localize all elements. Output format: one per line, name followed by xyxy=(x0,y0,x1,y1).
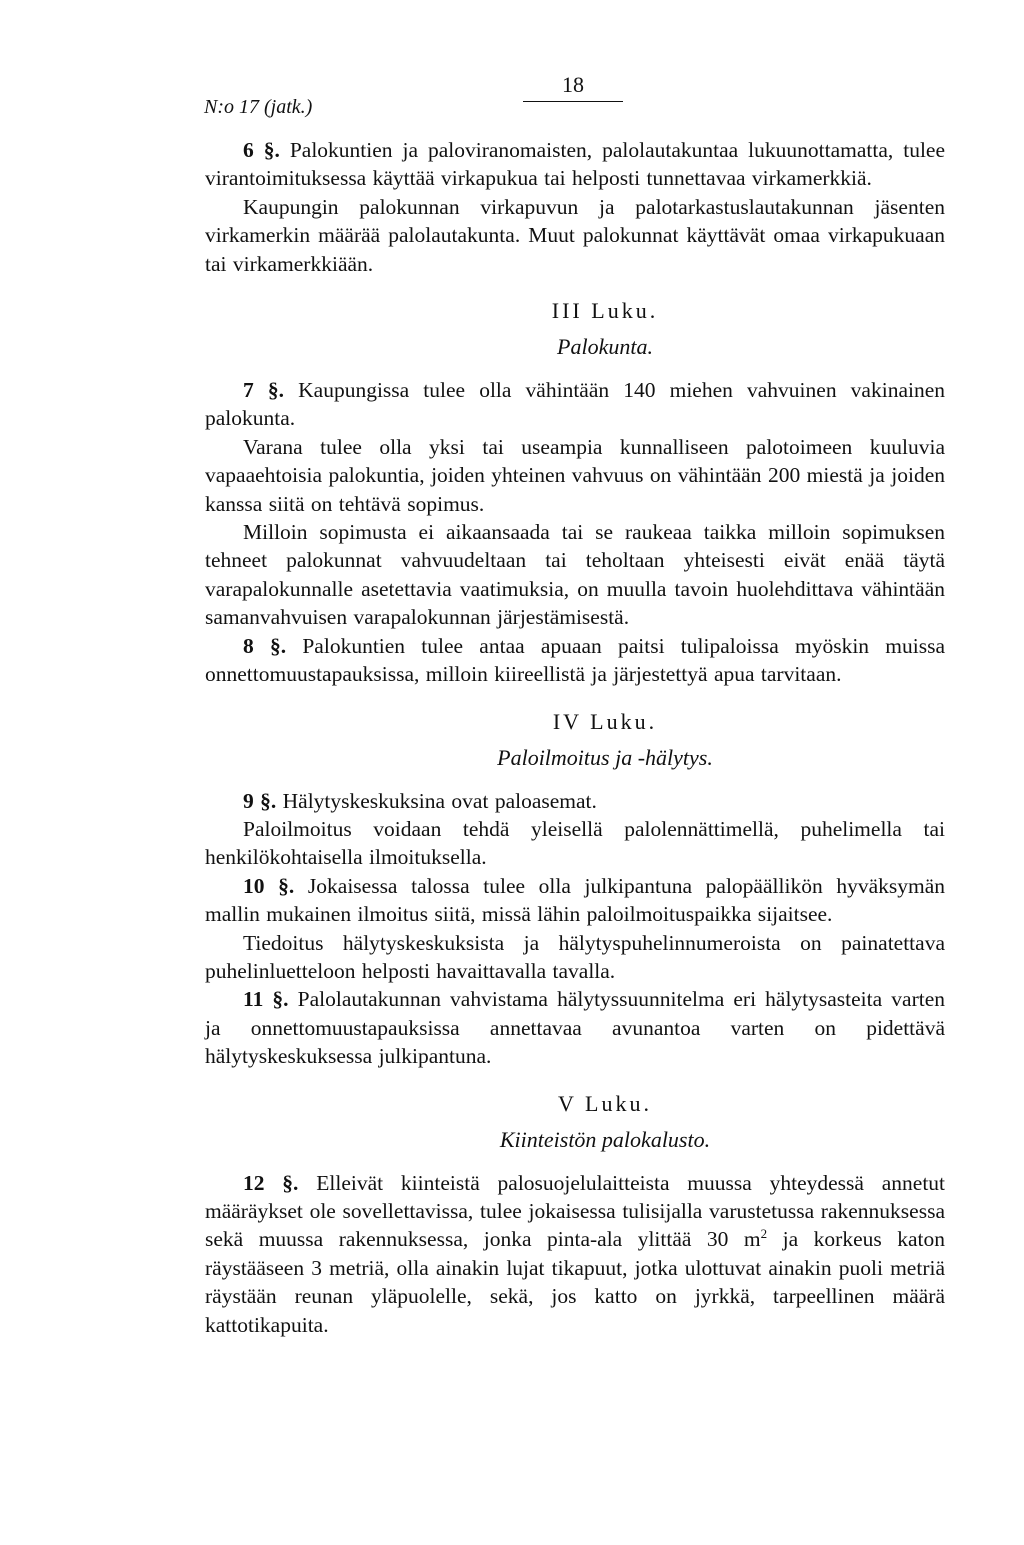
paragraph xyxy=(205,433,945,518)
section-number: 7 §. xyxy=(243,378,284,403)
paragraph xyxy=(205,787,945,815)
paragraph-text: Jokaisessa talossa tulee olla julkipantuna palopäällikön hyväksymän mallin mukainen ilmoitus siitä, missä lähin paloilmoituspaikka sijaitsee. xyxy=(205,873,945,927)
paragraph xyxy=(205,815,945,872)
chapter-subtitle: Kiinteistön palokalusto. xyxy=(499,1126,711,1152)
chapter-heading: IV Luku. xyxy=(552,708,658,734)
paragraph xyxy=(205,136,945,193)
paragraph xyxy=(205,518,945,632)
chapter-subtitle: Palokunta. xyxy=(557,334,653,360)
paragraph xyxy=(205,1169,945,1339)
section-number: 10 §. xyxy=(243,873,295,898)
paragraph xyxy=(205,632,945,689)
section-number: 9 §. xyxy=(243,788,277,813)
superscript: 2 xyxy=(760,1226,768,1242)
page-number-rule xyxy=(523,101,623,102)
paragraph-text: Elleivät kiinteistä palosuojelulaitteista muussa yhteydessä annetut määräykset ole sovellettavissa, tulee jokaisessa tulisijalla varustetussa rakennuksessa sekä muussa rakennuksessa, jonka pinta-ala ylittää 30 $m^2$ ja korkeus katon räystääseen 3 metriä, olla ainakin lujat tikapuut, jotka ulottuvat ainakin puoli metriä räystään reunan yläpuolelle, sekä, jos katto on jyrkkä, tarpeellinen määrä kattotikapuita. xyxy=(205,1170,946,1337)
paragraph-text: Paloilmoitus voidaan tehdä yleisellä palolennättimellä, puhelimella tai henkilökohtaisella ilmoituksella. xyxy=(205,816,945,870)
document-number-label: N:o 17 (jatk.) xyxy=(204,96,313,118)
page-header xyxy=(0,0,1024,120)
chapter-heading: V Luku. xyxy=(558,1090,652,1116)
paragraph-text: Kaupungin palokunnan virkapuvun ja palotarkastuslautakunnan jäsenten virkamerkin määrää palolautakunta. Muut palokunnat käyttävät omaa virkapukuaan tai virkamerkkiään. xyxy=(205,194,945,276)
paragraph-text: Palokuntien ja paloviranomaisten, palolautakuntaa lukuunottamatta, tulee virantoimituksessa käyttää virkapukua tai helposti tunnettavaa virkamerkkiä. xyxy=(205,138,946,191)
paragraph xyxy=(205,376,945,433)
paragraph xyxy=(205,872,945,929)
paragraph xyxy=(205,985,945,1070)
paragraph-text: Kaupungissa tulee olla vähintään 140 miehen vahvuinen vakinainen palokunta. xyxy=(205,378,946,431)
paragraph-text: Varana tulee olla yksi tai useampia kunnalliseen palotoimeen kuuluvia vapaaehtoisia palokuntia, joiden yhteinen vahvuus on vähintään 200 miestä ja joiden kanssa siitä on tehtävä sopimus. xyxy=(205,434,945,516)
section-number: 12 §. xyxy=(243,1170,299,1195)
paragraph-text: Palolautakunnan vahvistama hälytyssuunnitelma eri hälytysasteita varten ja onnettomuustapauksissa annettavaa avunantoa varten on pidettävä hälytyskeskuksessa julkipantuna. xyxy=(205,987,945,1069)
paragraph-text: Milloin sopimusta ei aikaansaada tai se raukeaa taikka milloin sopimuksen tehneet palokunnat vahvuudeltaan tai teholtaan yhteisesti eivät enää täytä varapalokunnalle asetettavia vaatimuksia, on muulla tavoin huolehdittava vähintään samanvahvuisen varapalokunnan järjestämisestä. xyxy=(205,520,945,630)
paragraph xyxy=(205,193,945,278)
paragraph-text: Tiedoitus hälytyskeskuksista ja hälytyspuhelinnumeroista on painatettava puhelinluetteloon helposti havaittavalla tavalla. xyxy=(205,930,945,983)
section-number: 6 §. xyxy=(243,138,280,162)
section-number: 8 §. xyxy=(243,633,287,658)
paragraph-text: Hälytyskeskuksina ovat paloasemat. xyxy=(282,788,597,813)
chapter-heading: III Luku. xyxy=(551,298,659,324)
document-body xyxy=(205,136,945,1339)
paragraph-text: Palokuntien tulee antaa apuaan paitsi tulipaloissa myöskin muissa onnettomuustapauksissa, milloin kiireellistä ja järjestettyä apua tarvitaan. xyxy=(205,633,946,687)
section-number: 11 §. xyxy=(243,987,289,1012)
chapter-subtitle: Paloilmoitus ja -hälytys. xyxy=(497,744,713,770)
page-number: 18 xyxy=(562,72,584,97)
paragraph xyxy=(205,929,945,986)
